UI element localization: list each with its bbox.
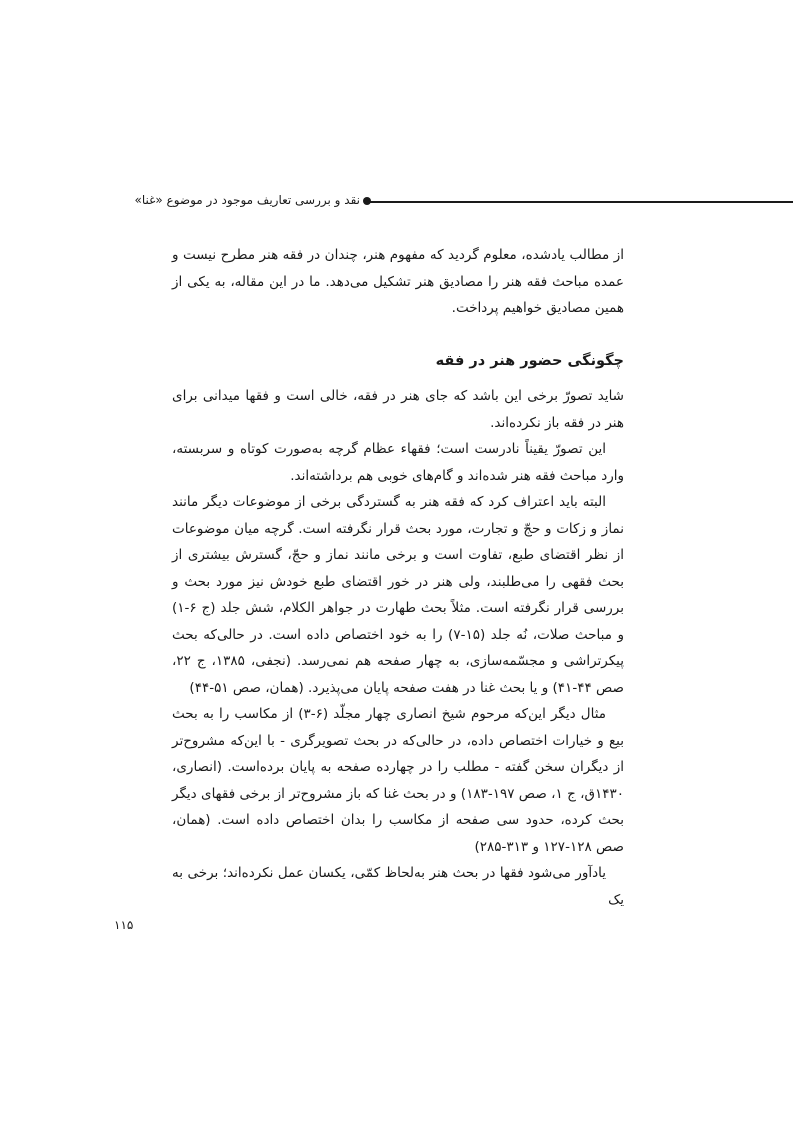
section-heading: چگونگی حضور هنر در فقه — [435, 353, 624, 369]
section-paragraph-3: البته باید اعتراف کرد که فقه هنر به گستردگی برخی از موضوعات دیگر مانند نماز و زکات و حجّ و تجارت، مورد بحث قرار نگرفته است. گرچه میان موضوعات از نظر اقتضای طبع، تفاوت است و برخی مانند نماز و حجّ، گسترش بیشتری از بحث فقهی را می‌طلبند، ولی هنر در خور اقتضای طبع خودش نیز مورد بحث و بررسی قرار نگرفته است. مثلاً بحث طهارت در جواهر الکلام، شش جلد (ج ۶-۱) و مباحث صلات، نُه جلد (۱۵-۷) را به خود اختصاص داده است. در حالی‌که بحث پیکرتراشی و مجسّمه‌سازی، به چهار صفحه هم نمی‌رسد. (نجفی، ۱۳۸۵، ج ۲۲، صص ۴۴-۴۱) و یا بحث غنا در هفت صفحه پایان می‌پذیرد. (همان، صص ۵۱-۴۴) — [172, 494, 625, 696]
section-paragraph-2: این تصورّ یقیناً نادرست است؛ فقهاء عظام گرچه به‌صورت کوتاه و سربسته، وارد مباحث فقه هنر شده‌اند و گام‌های خوبی هم برداشته‌اند. — [172, 441, 624, 484]
section-paragraph-4: مثال دیگر این‌که مرحوم شیخ انصاری چهار مجلّد (۶-۳) از مکاسب را به بحث بیع و خیارات اختصاص داده، در حالی‌که در بحث تصویرگری - با این‌که مشروح‌تر از دیگران سخن گفته - مطلب را در چهارده صفحه به پایان برده‌است. (انصاری، ۱۴۳۰ق، ج ۱، صص ۱۹۷-۱۸۳) و در بحث غنا که باز مشروح‌تر از برخی فقهای دیگر بحث کرده، حدود سی صفحه از مکاسب را بدان اختصاص داده است. (همان، صص ۱۲۸-۱۲۷ و ۳۱۳-۲۸۵) — [172, 706, 624, 855]
section-paragraph-1: شاید تصورّ برخی این باشد که جای هنر در فقه، خالی است و فقها میدانی برای هنر در فقه باز نکرده‌اند. — [172, 388, 624, 431]
page-number: ۱۱۵ — [114, 918, 134, 932]
intro-paragraph: از مطالب یادشده، معلوم گردید که مفهوم هنر، چندان در فقه هنر مطرح نیست و عمده مباحث فقه هنر را مصادیق هنر تشکیل می‌دهد. ما در این مقاله، به یکی از همین مصادیق خواهیم پرداخت. — [172, 247, 624, 316]
header-rule — [370, 201, 793, 203]
intro-paragraph-block — [172, 242, 624, 322]
running-header — [134, 193, 793, 207]
running-header-title: نقد و بررسی تعاریف موجود در موضوع «غنا» — [134, 193, 360, 207]
section-body — [172, 383, 624, 913]
section-paragraph-5: یادآور می‌شود فقها در بحث هنر به‌لحاظ کمّی، یکسان عمل نکرده‌اند؛ برخی به یک — [172, 865, 624, 908]
